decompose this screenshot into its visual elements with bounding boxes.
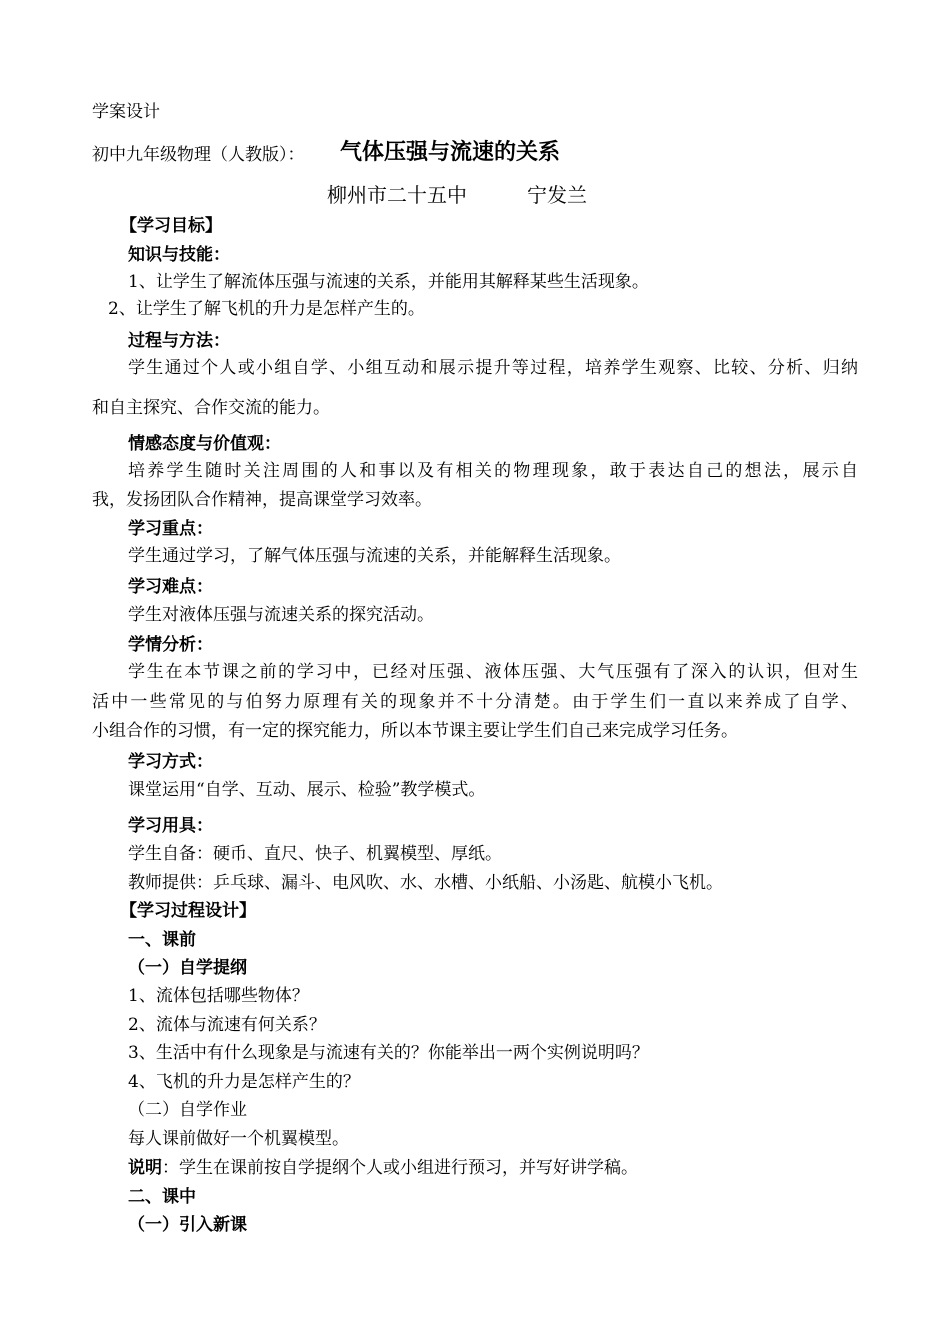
outline-question-2: 2、流体与流速有何关系？ [128,1015,326,1035]
process-text-line-1: 学生通过个人或小组自学、小组互动和展示提升等过程，培养学生观察、比较、分析、归纳 [128,358,858,378]
outline-question-1: 1、流体包括哪些物体？ [128,986,309,1006]
note-text: ：学生在课前按自学提纲个人或小组进行预习，并写好讲学稿。 [162,1158,638,1178]
difficulty-text: 学生对液体压强与流速关系的探究活动。 [128,605,434,625]
tools-teacher: 教师提供：乒乓球、漏斗、电风吹、水、水槽、小纸船、小汤匙、航模小飞机。 [128,873,723,893]
self-study-homework-text: 每人课前做好一个机翼模型。 [128,1129,349,1149]
author-name: 宁发兰 [527,183,587,207]
document-title: 气体压强与流速的关系 [340,140,561,165]
doc-type-label: 学案设计 [92,102,160,122]
emotion-text-line-1: 培养学生随时关注周围的人和事以及有相关的物理现象，敢于表达自己的想法，展示自 [128,461,858,481]
emotion-label: 情感态度与价值观： [128,434,281,454]
difficulty-label: 学习难点： [128,577,213,597]
intro-new-lesson-label: （一）引入新课 [128,1215,247,1235]
knowledge-item-2: 2、让学生了解飞机的升力是怎样产生的。 [108,299,425,319]
in-class-label: 二、课中 [128,1187,196,1207]
analysis-text-line-3: 小组合作的习惯，有一定的探究能力，所以本节课主要让学生们自己来完成学习任务。 [92,721,738,741]
method-label: 学习方式： [128,752,213,772]
tools-label: 学习用具： [128,816,213,836]
objectives-heading: 【学习目标】 [120,216,222,236]
before-class-label: 一、课前 [128,930,196,950]
outline-question-3: 3、生活中有什么现象是与流速有关的？你能举出一两个实例说明吗？ [128,1043,649,1063]
knowledge-item-1: 1、让学生了解流体压强与流速的关系，并能用其解释某些生活现象。 [128,272,649,292]
outline-question-4: 4、飞机的升力是怎样产生的？ [128,1072,360,1092]
process-label: 过程与方法： [128,331,230,351]
note-label: 说明 [128,1158,162,1178]
tools-student: 学生自备：硬币、直尺、快子、机翼模型、厚纸。 [128,844,502,864]
course-prefix: 初中九年级物理（人教版）： [92,145,305,165]
self-study-outline-label: （一）自学提纲 [128,958,247,978]
method-text: 课堂运用“自学、互动、展示、检验”教学模式。 [128,780,486,800]
process-design-heading: 【学习过程设计】 [120,901,256,921]
key-point-label: 学习重点： [128,519,213,539]
analysis-text-line-1: 学生在本节课之前的学习中，已经对压强、液体压强、大气压强有了深入的认识，但对生 [128,662,858,682]
analysis-text-line-2: 活中一些常见的与伯努力原理有关的现象并不十分清楚。由于学生们一直以来养成了自学、 [92,692,858,712]
analysis-label: 学情分析： [128,635,213,655]
knowledge-label: 知识与技能： [128,245,230,265]
emotion-text-line-2: 我，发扬团队合作精神，提高课堂学习效率。 [92,490,432,510]
process-text-line-2: 和自主探究、合作交流的能力。 [92,398,330,418]
note-line [128,1157,638,1179]
key-point-text: 学生通过学习，了解气体压强与流速的关系，并能解释生活现象。 [128,546,621,566]
school-name: 柳州市二十五中 [327,183,467,207]
self-study-homework-label: （二）自学作业 [128,1100,247,1120]
